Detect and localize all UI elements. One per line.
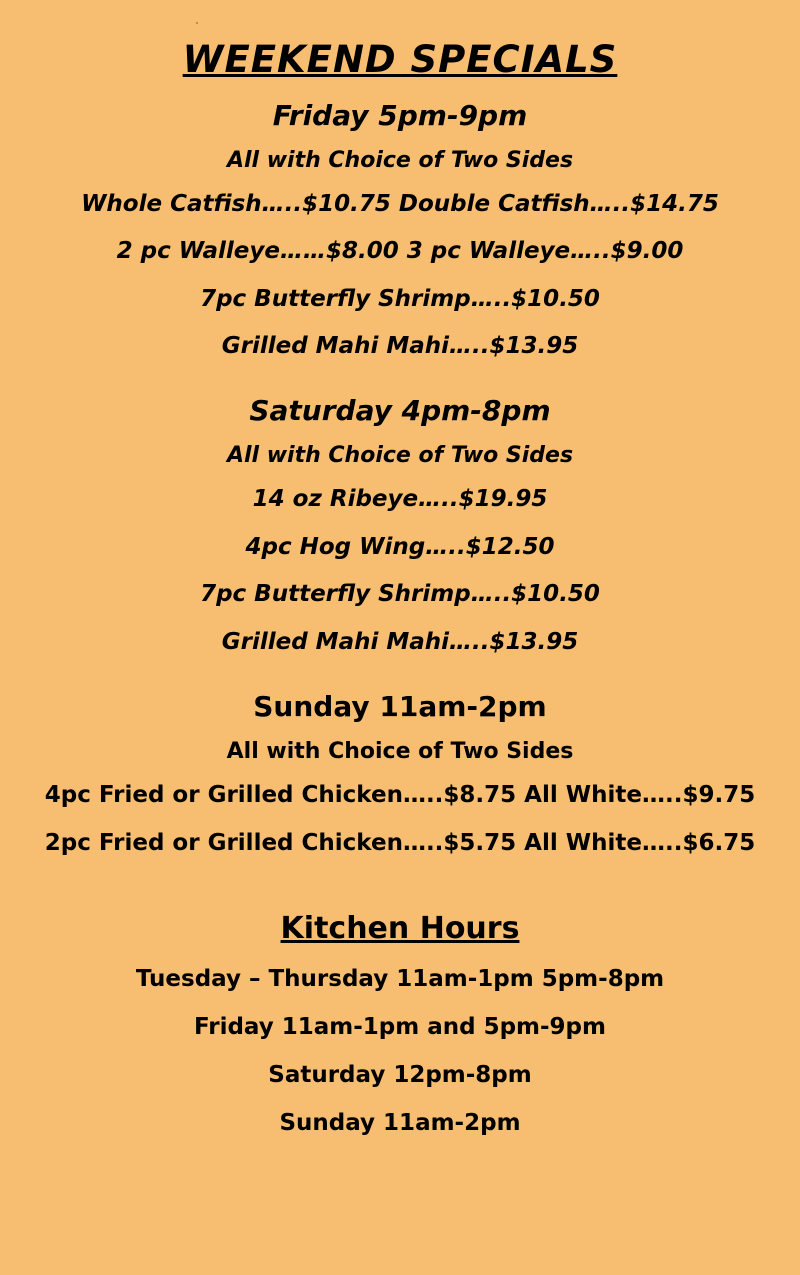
menu-item: 7pc Butterfly Shrimp…..$10.50 (200, 581, 600, 608)
subtitle-sunday: All with Choice of Two Sides (226, 739, 574, 765)
menu-item: 4pc Fried or Grilled Chicken…..$8.75 All White…..$9.75 (44, 782, 756, 809)
menu-item: 2pc Fried or Grilled Chicken…..$5.75 All White…..$6.75 (44, 829, 756, 856)
kitchen-hours-line: Sunday 11am-2pm (279, 1110, 521, 1137)
section-sunday (20, 690, 780, 856)
menu-item: 2 pc Walleye……$8.00 3 pc Walleye…..$9.00 (116, 238, 684, 265)
menu-item: 14 oz Ribeye…..$19.95 (252, 486, 548, 513)
subtitle-friday: All with Choice of Two Sides (226, 147, 574, 173)
section-kitchen-hours (20, 911, 780, 1136)
paper-speck (196, 22, 198, 24)
section-friday (20, 99, 780, 360)
section-divider (20, 380, 780, 394)
subtitle-saturday: All with Choice of Two Sides (226, 443, 574, 469)
day-heading-saturday: Saturday 4pm-8pm (249, 394, 551, 428)
page-title: WEEKEND SPECIALS (182, 38, 618, 81)
kitchen-hours-title: Kitchen Hours (280, 911, 520, 947)
kitchen-hours-line: Tuesday – Thursday 11am-1pm 5pm-8pm (135, 966, 665, 993)
menu-item: Whole Catfish…..$10.75 Double Catfish…..$14.75 (81, 190, 719, 217)
kitchen-hours-line: Friday 11am-1pm and 5pm-9pm (193, 1014, 606, 1041)
section-divider (20, 676, 780, 690)
section-saturday (20, 394, 780, 655)
menu-item: Grilled Mahi Mahi…..$13.95 (221, 333, 579, 359)
section-divider (20, 877, 780, 911)
kitchen-hours-line: Saturday 12pm-8pm (268, 1062, 532, 1089)
day-heading-friday: Friday 5pm-9pm (272, 98, 528, 132)
menu-item: 4pc Hog Wing…..$12.50 (245, 533, 555, 560)
menu-item: Grilled Mahi Mahi…..$13.95 (221, 628, 579, 655)
day-heading-sunday: Sunday 11am-2pm (253, 690, 547, 724)
menu-item: 7pc Butterfly Shrimp…..$10.50 (200, 285, 600, 312)
